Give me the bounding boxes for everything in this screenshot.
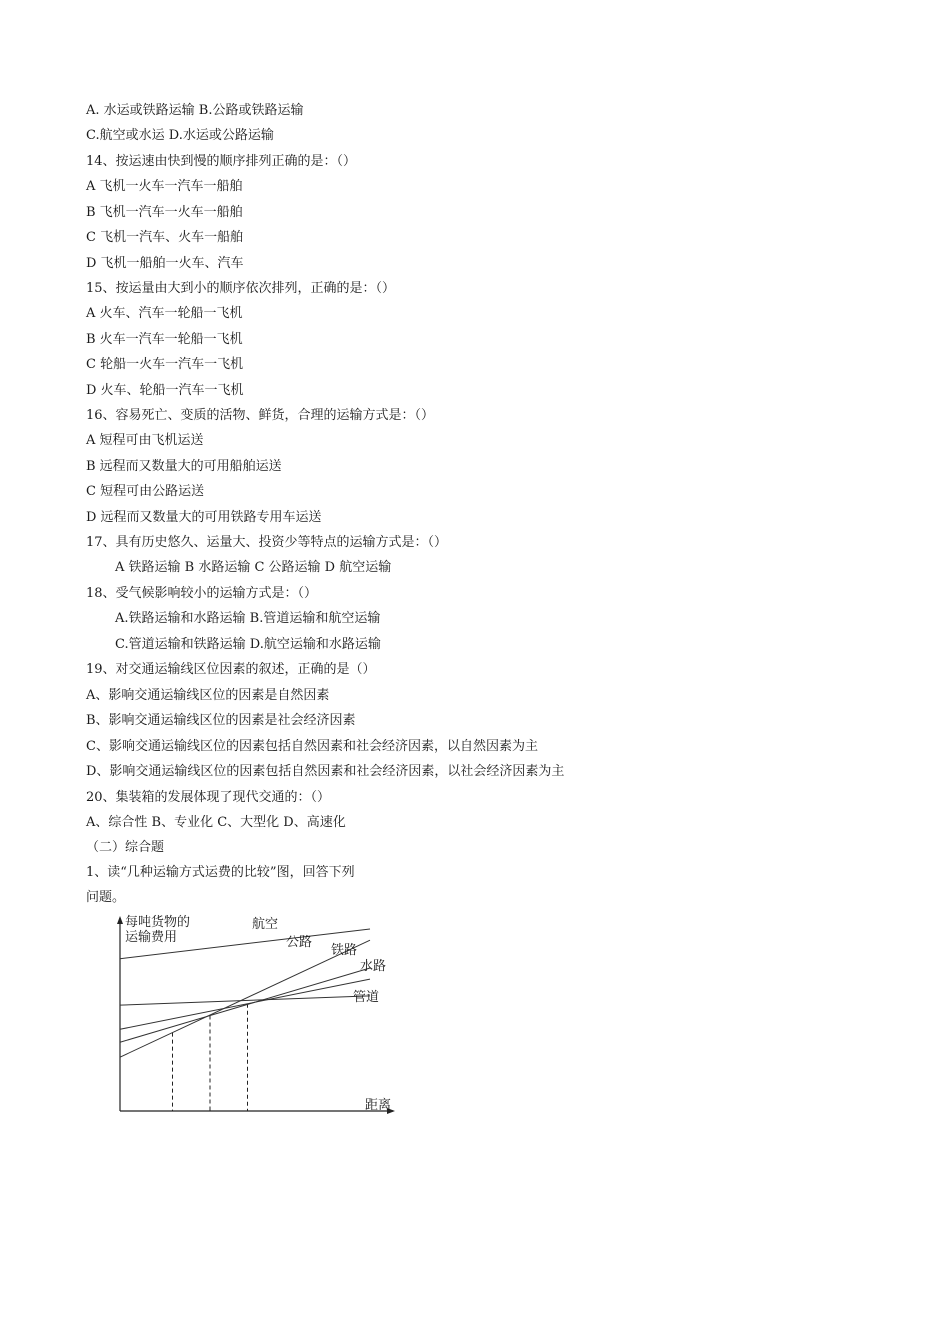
text-line: A、影响交通运输线区位的因素是自然因素 [86,688,330,703]
freight-cost-chart [110,908,410,1123]
text-line: A、综合性 B、专业化 C、大型化 D、高速化 [86,815,346,830]
text-line: B 飞机一汽车一火车一船舶 [86,205,243,220]
series-label: 水路 [360,959,387,974]
text-line: 18、受气候影响较小的运输方式是：（） [86,586,318,601]
text-line: 14、按运速由快到慢的顺序排列正确的是：（） [86,154,357,169]
chart-labels [125,914,391,1113]
text-line: 问题。 [86,890,126,905]
text-line: A 飞机一火车一汽车一船舶 [86,179,243,194]
y-axis-arrow [117,916,123,924]
text-line: （二）综合题 [86,840,165,855]
text-line: B、影响交通运输线区位的因素是社会经济因素 [86,713,356,728]
series-label: 航空 [252,917,279,932]
reference-lines [173,1004,248,1111]
text-line: 20、集装箱的发展体现了现代交通的：（） [86,790,331,805]
x-axis-label: 距离 [365,1098,392,1113]
series-label: 公路 [286,935,313,950]
series-line [120,968,370,1042]
text-line: A 铁路运输 B 水路运输 C 公路运输 D 航空运输 [115,560,392,575]
text-line: C 飞机一汽车、火车一船舶 [86,230,244,245]
text-line: C 短程可由公路运送 [86,484,205,499]
text-line: 17、具有历史悠久、运量大、投资少等特点的运输方式是：（） [86,535,448,550]
text-line: C.航空或水运 D.水运或公路运输 [86,128,274,143]
text-line: 15、按运量由大到小的顺序依次排列，正确的是：（） [86,281,396,296]
text-line: D 飞机一船舶一火车、汽车 [86,256,244,271]
text-line: D、影响交通运输线区位的因素包括自然因素和社会经济因素，以社会经济因素为主 [86,764,565,779]
text-line: A. 水运或铁路运输 B.公路或铁路运输 [86,103,304,118]
text-line: A.铁路运输和水路运输 B.管道运输和航空运输 [115,611,381,626]
text-line: C.管道运输和铁路运输 D.航空运输和水路运输 [115,637,381,652]
text-line: 16、容易死亡、变质的活物、鲜货，合理的运输方式是：（） [86,408,435,423]
text-line: 19、对交通运输线区位因素的叙述，正确的是（） [86,662,376,677]
text-line: A 火车、汽车一轮船一飞机 [86,306,243,321]
text-line: D 火车、轮船一汽车一飞机 [86,383,244,398]
text-line: C、影响交通运输线区位的因素包括自然因素和社会经济因素，以自然因素为主 [86,739,538,754]
text-line: B 火车一汽车一轮船一飞机 [86,332,243,347]
series-label: 管道 [353,990,380,1005]
y-axis-label: 每吨货物的 [125,915,191,930]
y-axis-label: 运输费用 [125,930,178,945]
text-line: A 短程可由飞机运送 [86,433,204,448]
text-line: D 远程而又数量大的可用铁路专用车运送 [86,510,322,525]
text-line: B 远程而又数量大的可用船舶运送 [86,459,282,474]
series-label: 铁路 [331,943,358,958]
text-line: 1、读“几种运输方式运费的比较”图，回答下列 [86,865,355,880]
text-line: C 轮船一火车一汽车一飞机 [86,357,244,372]
